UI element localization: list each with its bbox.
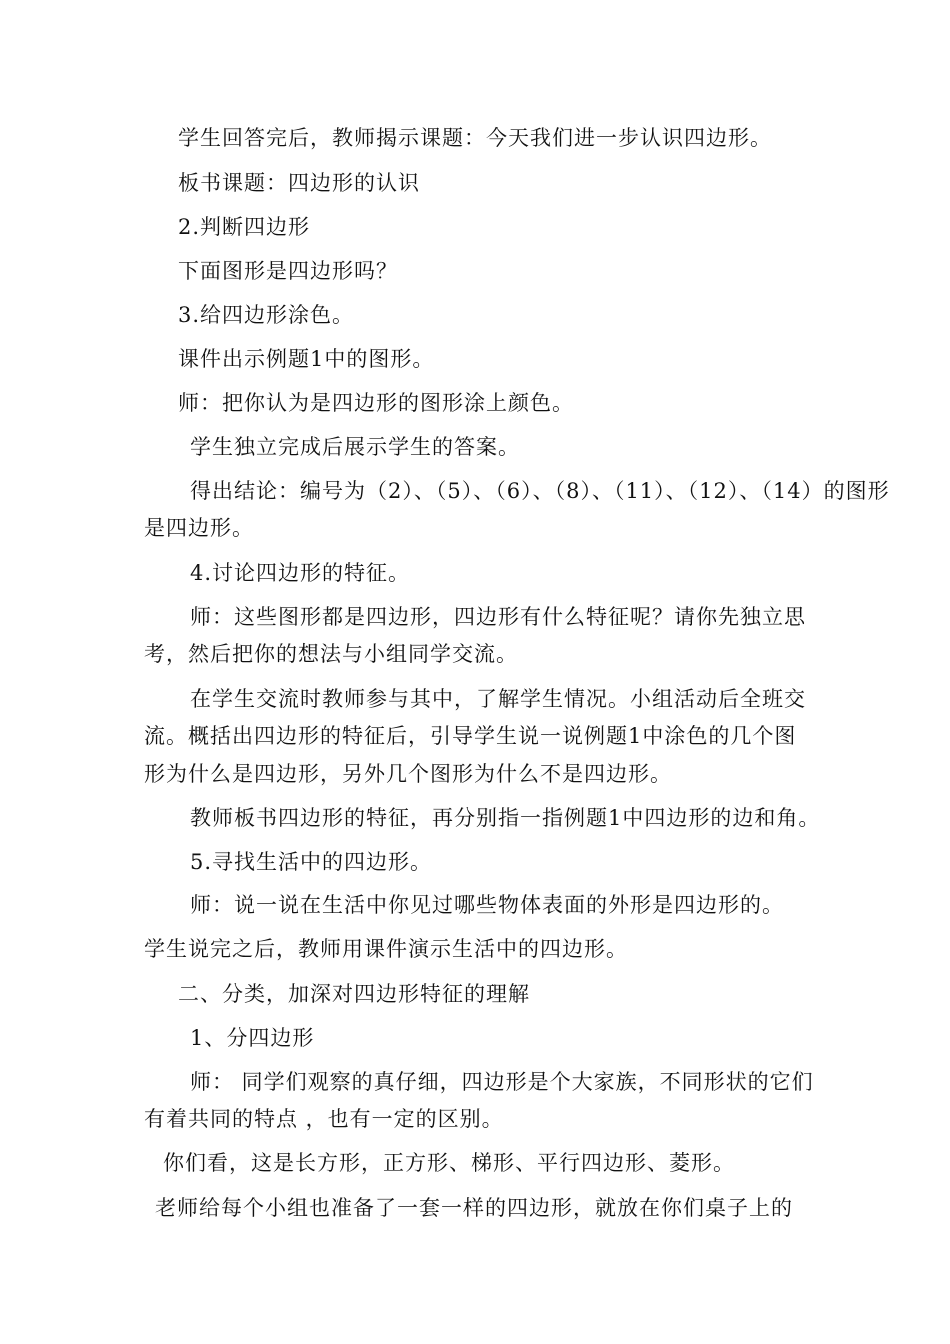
- section-heading: 4.讨论四边形的特征。: [190, 561, 411, 585]
- section-heading: 2.判断四边形: [178, 215, 311, 239]
- paragraph-line: 下面图形是四边形吗？: [178, 259, 398, 283]
- paragraph-line: 学生独立完成后展示学生的答案。: [190, 435, 520, 459]
- paragraph-line: 流。概括出四边形的特征后，引导学生说一说例题1中涂色的几个图: [144, 724, 797, 748]
- paragraph-line: 教师板书四边形的特征，再分别指一指例题1中四边形的边和角。: [190, 806, 821, 830]
- paragraph-line: 形为什么是四边形，另外几个图形为什么不是四边形。: [144, 762, 672, 786]
- section-heading: 3.给四边形涂色。: [178, 303, 355, 327]
- paragraph-line: 学生回答完后，教师揭示课题：今天我们进一步认识四边形。: [178, 126, 772, 150]
- section-heading: 二、分类，加深对四边形特征的理解: [178, 982, 530, 1006]
- paragraph-line: 在学生交流时教师参与其中，了解学生情况。小组活动后全班交: [190, 687, 806, 711]
- paragraph-line: 得出结论：编号为（2）、（5）、（6）、（8）、（11）、（12）、（14）的图形: [190, 479, 890, 503]
- paragraph-line: 你们看，这是长方形，正方形、梯形、平行四边形、菱形。: [163, 1151, 735, 1175]
- paragraph-line: 老师给每个小组也准备了一套一样的四边形，就放在你们桌子上的: [155, 1196, 793, 1220]
- paragraph-line: 考，然后把你的想法与小组同学交流。: [144, 642, 518, 666]
- section-heading: 5.寻找生活中的四边形。: [190, 850, 433, 874]
- paragraph-line: 师：这些图形都是四边形，四边形有什么特征呢？请你先独立思: [190, 605, 806, 629]
- paragraph-line: 有着共同的特点 ，也有一定的区别。: [144, 1107, 504, 1131]
- paragraph-line: 师： 同学们观察的真仔细，四边形是个大家族，不同形状的它们: [190, 1070, 814, 1094]
- paragraph-line: 学生说完之后，教师用课件演示生活中的四边形。: [144, 937, 628, 961]
- paragraph-line: 课件出示例题1中的图形。: [178, 347, 435, 371]
- paragraph-line: 师：说一说在生活中你见过哪些物体表面的外形是四边形的。: [190, 893, 784, 917]
- section-heading: 1、分四边形: [190, 1026, 315, 1050]
- paragraph-line: 师：把你认为是四边形的图形涂上颜色。: [178, 391, 574, 415]
- paragraph-line: 板书课题：四边形的认识: [178, 171, 420, 195]
- paragraph-line: 是四边形。: [144, 516, 254, 540]
